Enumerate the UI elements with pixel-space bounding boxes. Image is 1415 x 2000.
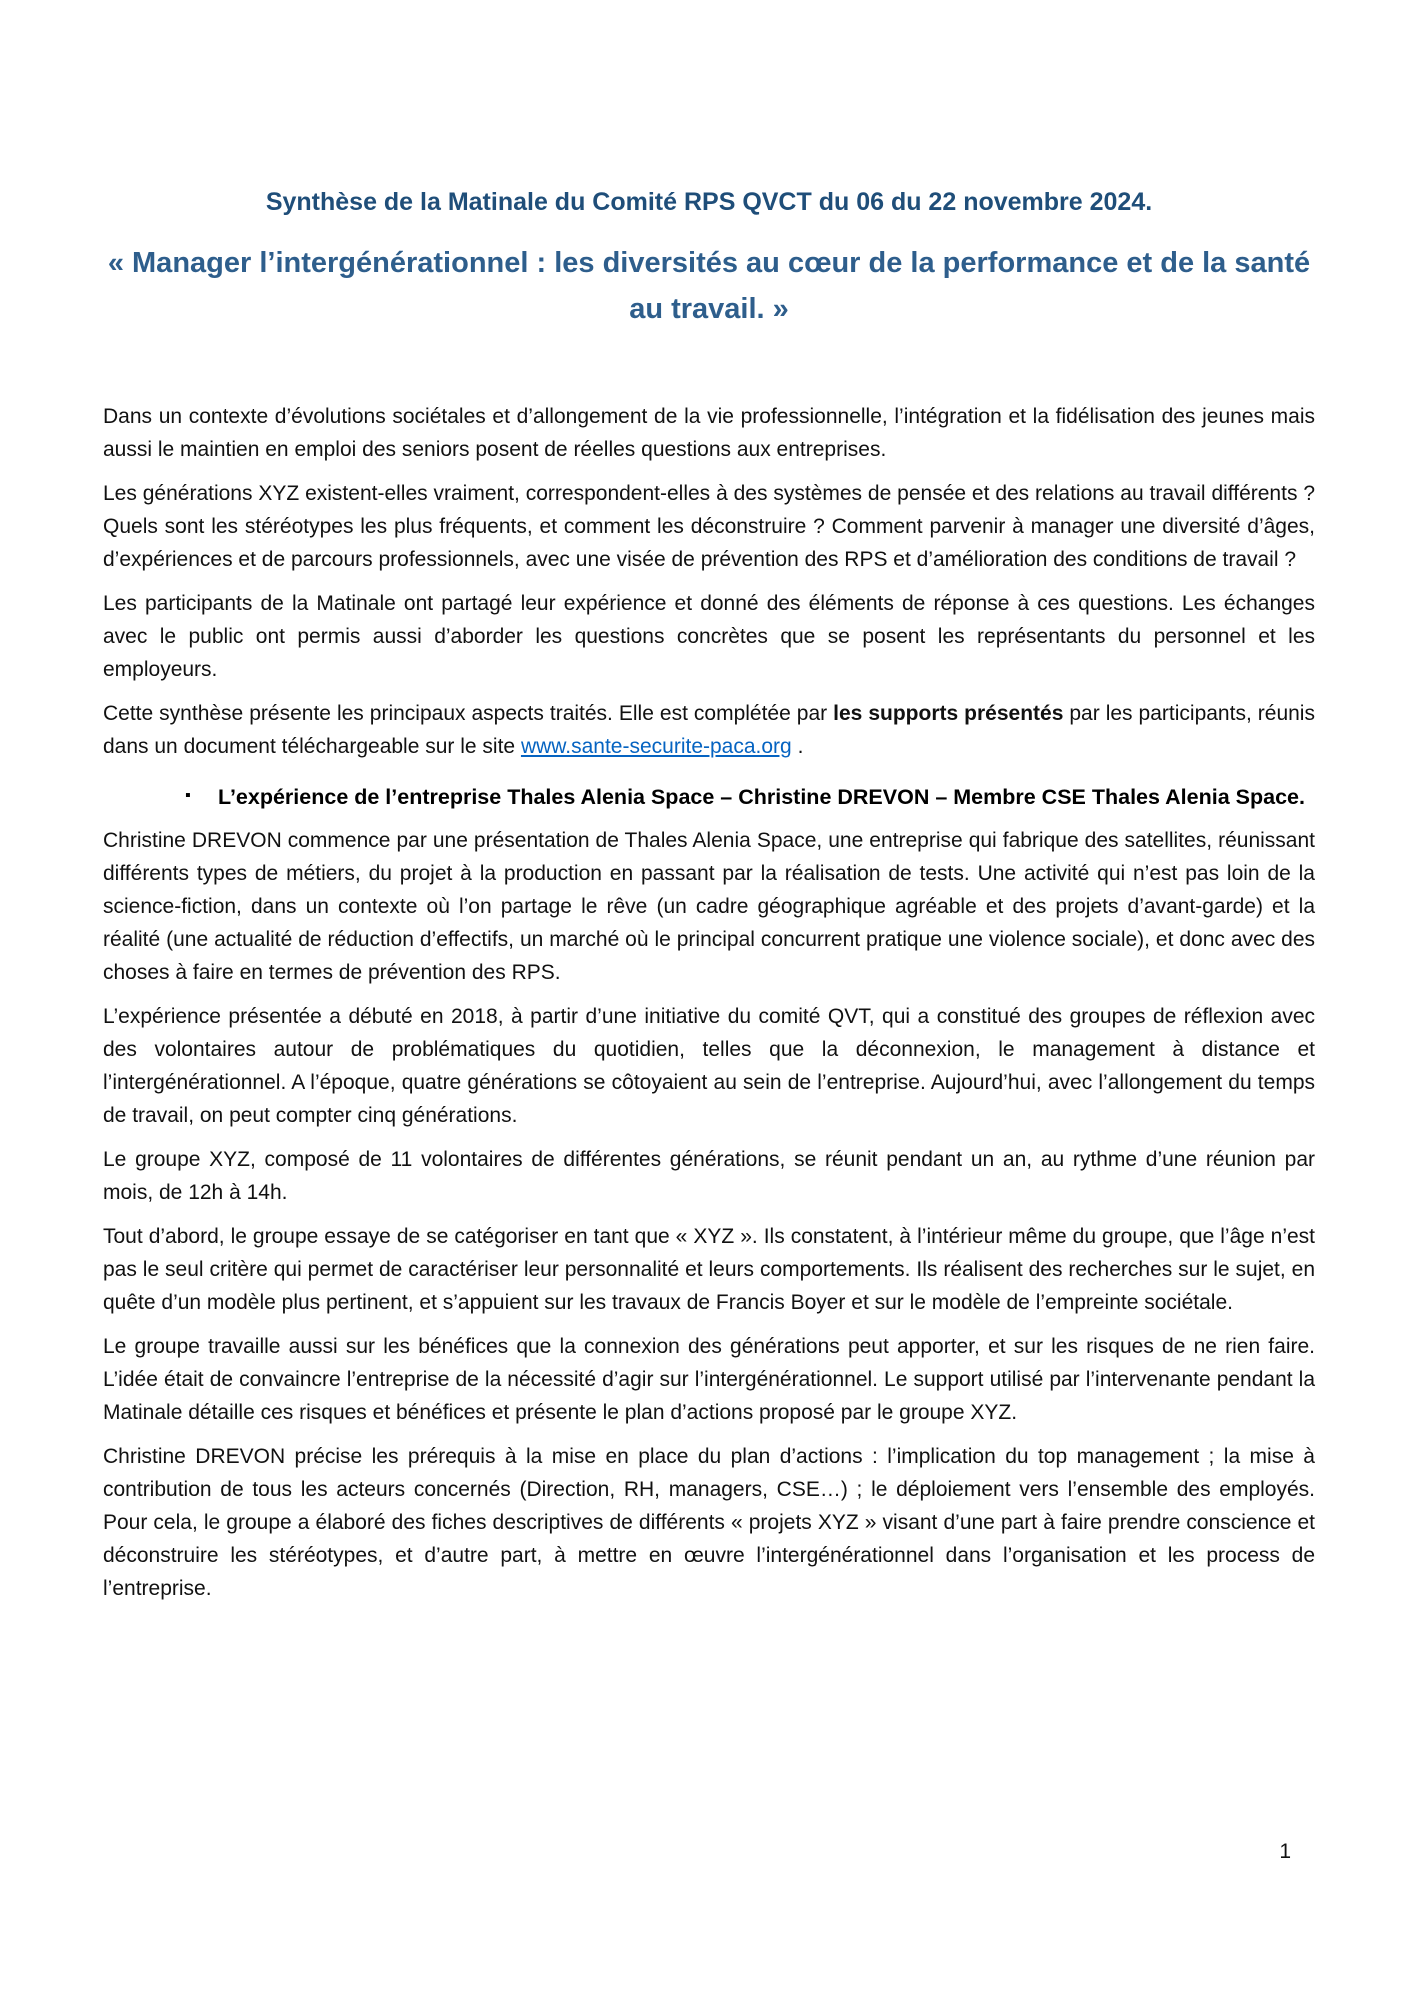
text-run: par les participants, réunis dans un document téléchargeable sur le site: [103, 702, 1315, 758]
page-number: 1: [1279, 1840, 1291, 1863]
paragraph: [103, 1440, 1315, 1605]
document-subtitle: « Manager l’intergénérationnel : les diversités au cœur de la performance et de la santé au travail. »: [107, 247, 1311, 325]
bold-text: les supports présentés: [833, 702, 1064, 725]
text-run: Les générations XYZ existent-elles vraiment, correspondent-elles à des systèmes de pensée et des relations au travail différents ? Quels sont les stéréotypes les plus fréquents, et comment les déconstruire ? Comment parvenir à manager une diversité d’âges, d’expériences et de parcours professionnels, avec une visée de prévention des RPS et d’amélioration des conditions de travail ?: [103, 482, 1315, 571]
paragraph: [103, 1000, 1315, 1132]
text-run: Tout d’abord, le groupe essaye de se catégoriser en tant que « XYZ ». Ils constatent, à l’intérieur même du groupe, que l’âge n’est pas le seul critère qui permet de caractériser leur personnalité et leurs comportements. Ils réalisent des recherches sur le sujet, en quête d’un modèle plus pertinent, et s’appuient sur les travaux de Francis Boyer et sur le modèle de l’empreinte sociétale.: [103, 1225, 1315, 1314]
paragraph: [103, 1330, 1315, 1429]
paragraph: [103, 587, 1315, 686]
text-run: Christine DREVON commence par une présentation de Thales Alenia Space, une entreprise qui fabrique des satellites, réunissant différents types de métiers, du projet à la production en passant par la réalisation de tests. Une activité qui n’est pas loin de la science-fiction, dans un contexte où l’on partage le rêve (un cadre géographique agréable et des projets d’avant-garde) et la réalité (une actualité de réduction d’effectifs, un marché où le principal concurrent pratique une violence sociale), et donc avec des choses à faire en termes de prévention des RPS.: [103, 829, 1315, 984]
paragraph: [103, 697, 1315, 763]
text-run: Le groupe XYZ, composé de 11 volontaires de différentes générations, se réunit pendant un an, au rythme d’une réunion par mois, de 12h à 14h.: [103, 1148, 1315, 1204]
paragraph: [103, 824, 1315, 989]
paragraph: [103, 477, 1315, 576]
text-run: Les participants de la Matinale ont partagé leur expérience et donné des éléments de réponse à ces questions. Les échanges avec le public ont permis aussi d’aborder les questions concrètes que se posent les représentants du personnel et les employeurs.: [103, 592, 1315, 681]
text-run: Le groupe travaille aussi sur les bénéfices que la connexion des générations peut apporter, et sur les risques de ne rien faire. L’idée était de convaincre l’entreprise de la nécessité d’agir sur l’intergénérationnel. Le support utilisé par l’intervenante pendant la Matinale détaille ces risques et bénéfices et présente le plan d’actions proposé par le groupe XYZ.: [103, 1335, 1315, 1424]
paragraph: [103, 400, 1315, 466]
section-heading-text: L’expérience de l’entreprise Thales Alenia Space – Christine DREVON – Membre CSE Thales Alenia Space.: [218, 785, 1305, 809]
text-run: Cette synthèse présente les principaux aspects traités. Elle est complétée par: [103, 702, 834, 725]
document-title: Synthèse de la Matinale du Comité RPS QVCT du 06 du 22 novembre 2024.: [265, 188, 1153, 216]
paragraph: [103, 1220, 1315, 1319]
text-run: Dans un contexte d’évolutions sociétales et d’allongement de la vie professionnelle, l’intégration et la fidélisation des jeunes mais aussi le maintien en emploi des seniors posent de réelles questions aux entreprises.: [103, 405, 1315, 461]
document-body: [103, 400, 1315, 1605]
website-link[interactable]: www.sante-securite-paca.org: [520, 735, 792, 758]
text-run: .: [791, 735, 804, 758]
paragraph: [103, 1143, 1315, 1209]
text-run: L’expérience présentée a débuté en 2018, à partir d’une initiative du comité QVT, qui a constitué des groupes de réflexion avec des volontaires autour de problématiques du quotidien, telles que la déconnexion, le management à distance et l’intergénérationnel. A l’époque, quatre générations se côtoyaient au sein de l’entreprise. Aujourd’hui, avec l’allongement du temps de travail, on peut compter cinq générations.: [103, 1005, 1315, 1127]
section-heading: [103, 780, 1315, 814]
text-run: Christine DREVON précise les prérequis à la mise en place du plan d’actions : l’implication du top management ; la mise à contribution de tous les acteurs concernés (Direction, RH, managers, CSE…) ; le déploiement vers l’ensemble des employés. Pour cela, le groupe a élaboré des fiches descriptives de différents « projets XYZ » visant d’une part à faire prendre conscience et déconstruire les stéréotypes, et d’autre part, à mettre en œuvre l’intergénérationnel dans l’organisation et les process de l’entreprise.: [103, 1445, 1315, 1600]
bullet-square-icon: ▪: [185, 787, 191, 804]
